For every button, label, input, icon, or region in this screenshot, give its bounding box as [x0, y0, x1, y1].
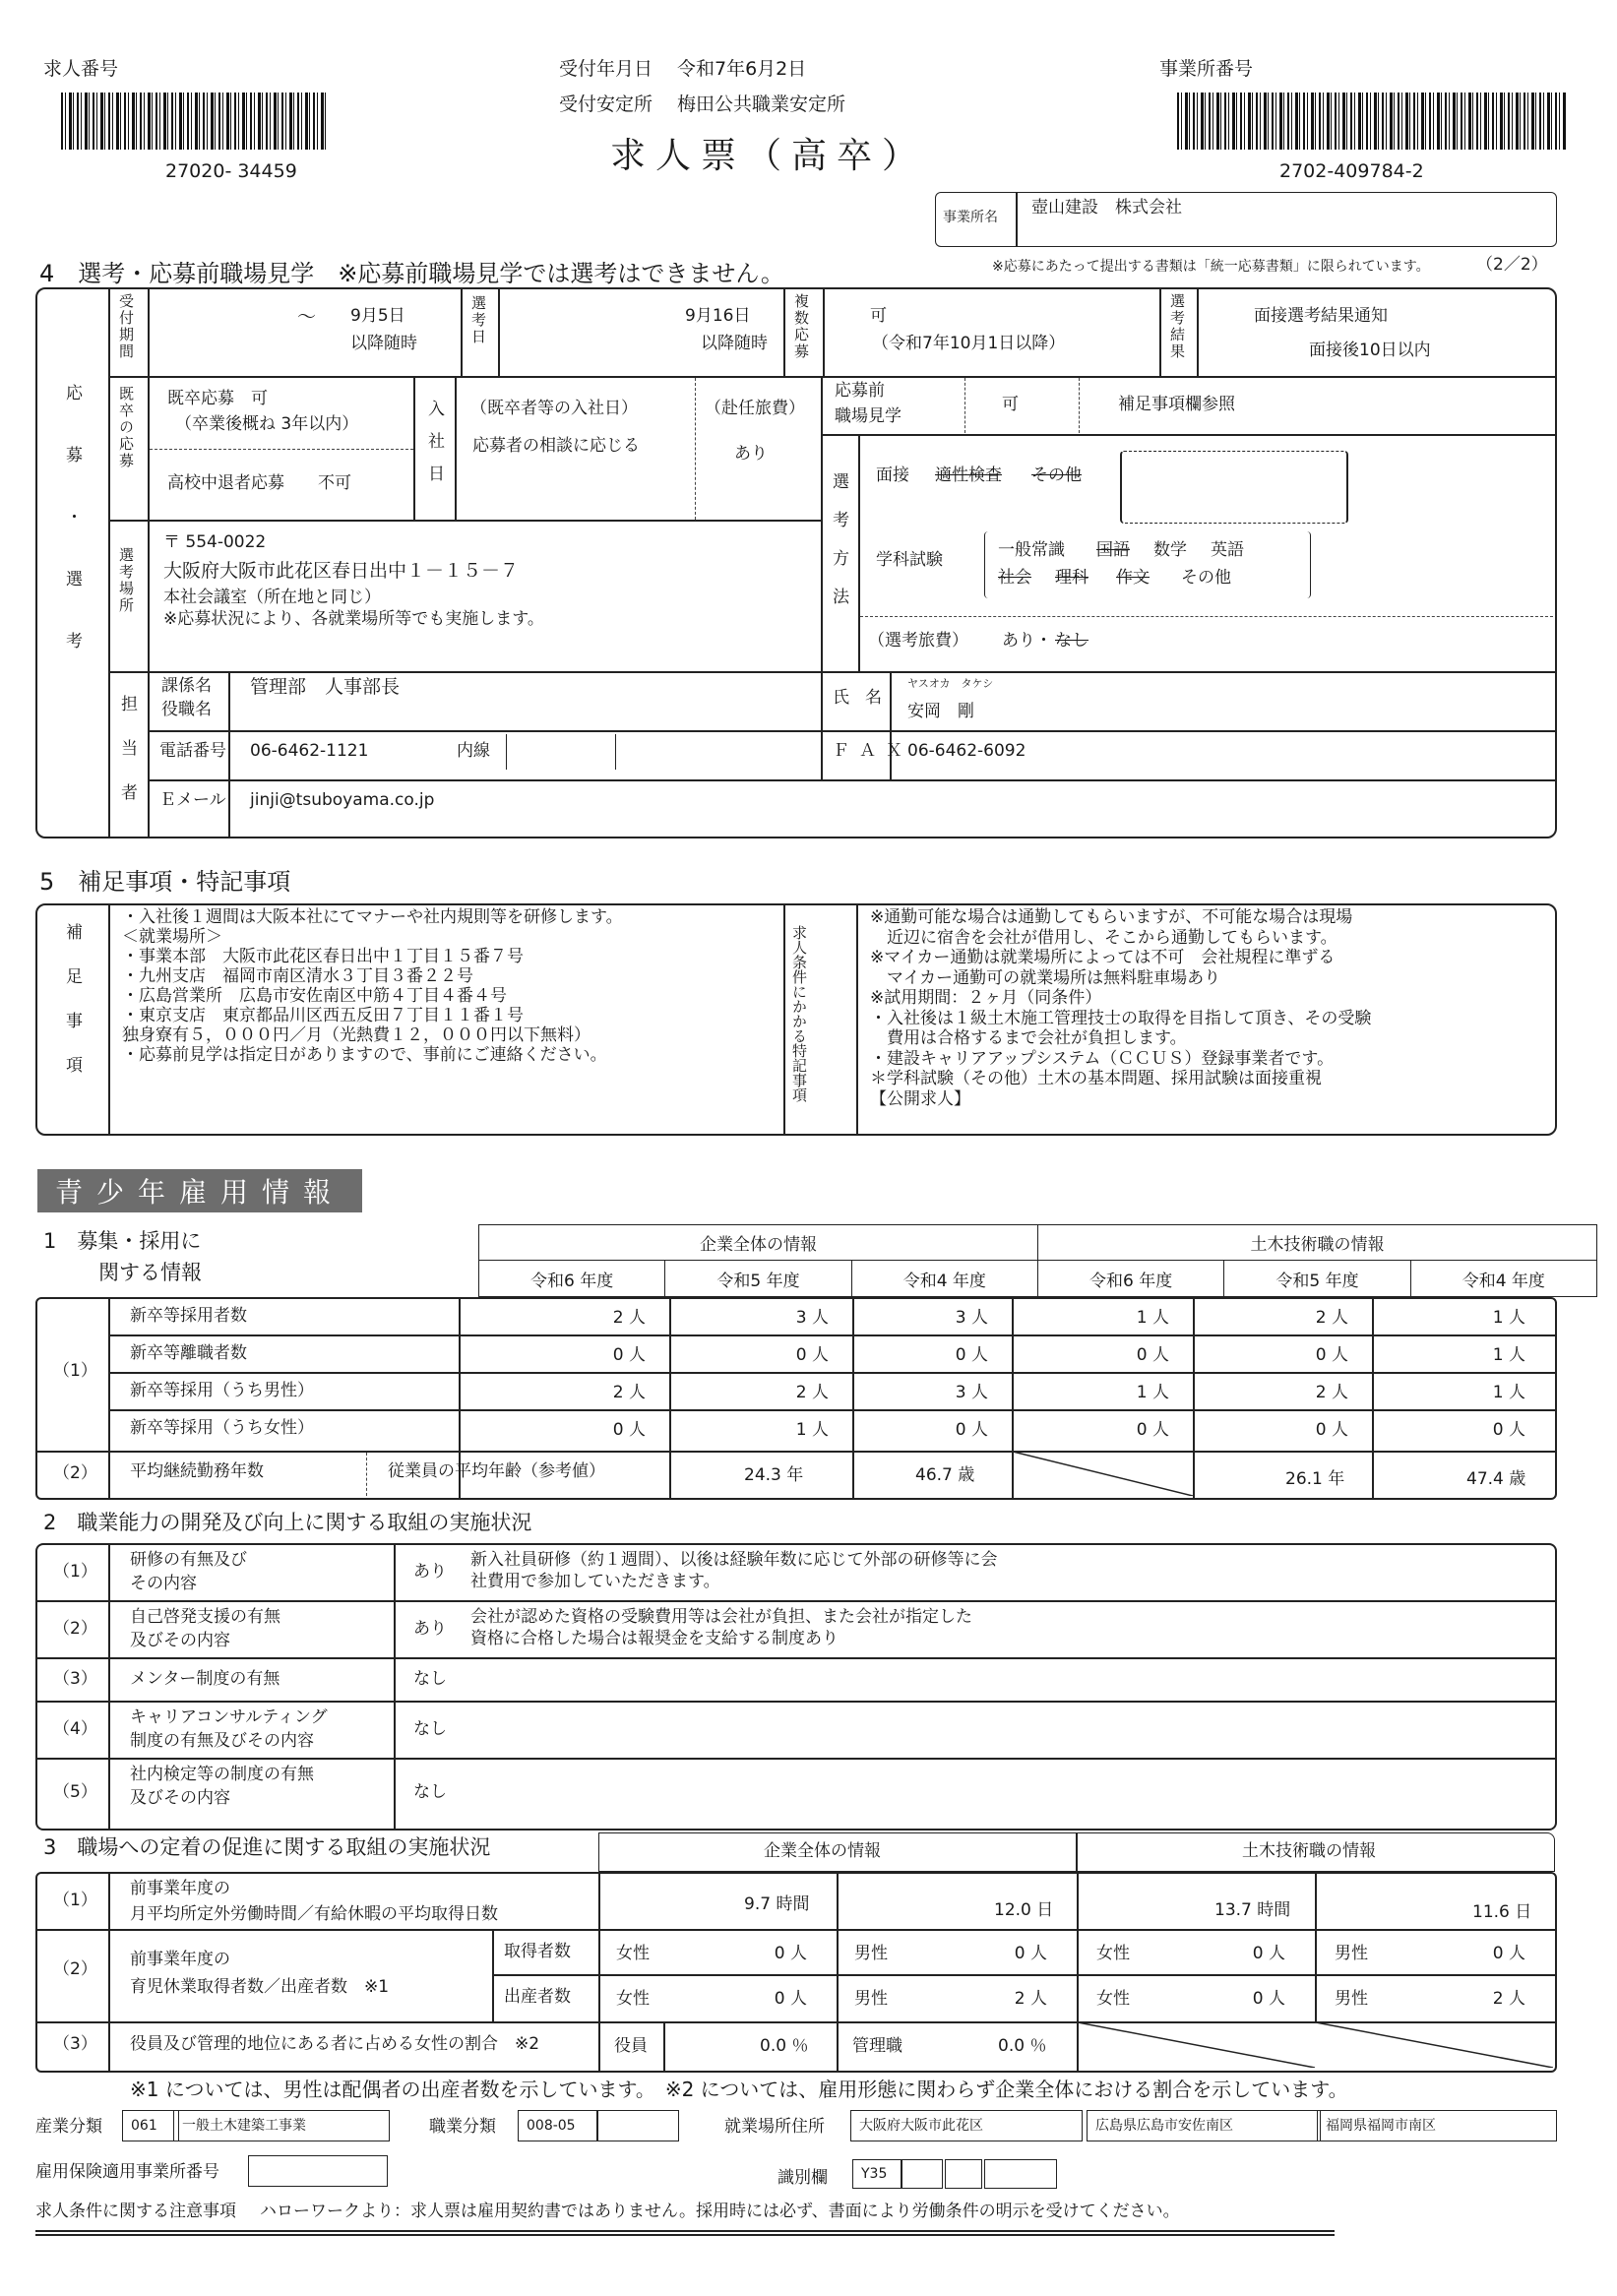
notice-label: 求人条件に関する注意事項 [35, 2202, 236, 2221]
t2-row-detail: 社費用で参加していただきます。 [470, 1572, 720, 1591]
t1-index-2: （2） [53, 1463, 97, 1483]
table3-title: 3 職場への定着の促進に関する取組の実施状況 [43, 1835, 491, 1859]
t3-male-label: 男性 [854, 1989, 888, 2009]
method-interview: 面接 [876, 465, 909, 485]
received-office-label: 受付安定所 [559, 93, 653, 115]
email-value: jinji@tsuboyama.co.jp [250, 790, 435, 810]
tenure-whole: 24.3 年 [744, 1465, 804, 1485]
accept-period-label: 受付期間 [117, 293, 135, 360]
t2-row-detail: 新入社員研修（約１週間）、以後は経験年数に応じて外部の研修等に会 [470, 1550, 998, 1570]
multiple-apply-value: 可 [870, 306, 887, 326]
t3-count-cell: 0 人 [1252, 1989, 1285, 2009]
method-other: その他 [1031, 465, 1082, 485]
t3-count-cell: 0 人 [1014, 1944, 1047, 1963]
t1-value-cell: 0 人 [955, 1420, 988, 1440]
special-notes-label: 求人条件にかかる特記事項 [790, 925, 808, 1102]
footnote: ※1 については、男性は配偶者の出産者数を示しています。 ※2 については、雇用形態に関わらず企業全体における割合を示しています。 [130, 2078, 1348, 2101]
age-whole: 46.7 歳 [915, 1465, 975, 1485]
t1-value-cell: 3 人 [955, 1383, 988, 1402]
job-number: 27020- 34459 [165, 160, 297, 182]
t3-female-label: 女性 [1096, 1989, 1130, 2009]
t2-index: （4） [53, 1719, 97, 1739]
written-subject-3: 数学 [1153, 540, 1187, 560]
t2-row-value: なし [413, 1669, 447, 1689]
t3-count-cell: 0 人 [774, 1989, 807, 2009]
multiple-apply-note: （令和7年10月1日以降） [872, 334, 1066, 353]
received-date: 令和7年6月2日 [677, 58, 807, 80]
job-number-label: 求人番号 [43, 58, 119, 80]
t1-row-label: 新卒等離職者数 [130, 1343, 247, 1363]
workplace-3: 福岡県福岡市南区 [1317, 2110, 1557, 2141]
dept-label-1: 課係名 [161, 676, 212, 696]
tenure-civil: 26.1 年 [1285, 1469, 1345, 1489]
t1-whole-header: 企業全体の情報 [479, 1225, 1038, 1261]
t1-civil-header: 土木技術職の情報 [1038, 1225, 1597, 1261]
t1-row-label: 新卒等採用者数 [130, 1306, 247, 1326]
section4-title: 4 選考・応募前職場見学 ※応募前職場見学では選考はできません。 [39, 260, 784, 287]
selection-travel-yes: あり・ [1002, 631, 1052, 651]
section4-side-label: 応募・選考 [62, 384, 82, 694]
exam-place-room: 本社会議室（所在地と同じ） [163, 588, 381, 607]
industry-label: 産業分類 [35, 2117, 102, 2137]
age-civil: 47.4 歳 [1466, 1469, 1526, 1489]
t3-officer-value: 0.0 ％ [760, 2036, 809, 2056]
t1-value-cell: 1 人 [795, 1420, 829, 1440]
received-date-label: 受付年月日 [559, 58, 653, 80]
table1-title-2: 関する情報 [98, 1261, 202, 1284]
t1-value-cell: 1 人 [1492, 1383, 1525, 1402]
result-line1: 面接選考結果通知 [1254, 306, 1388, 326]
t1-value-cell: 1 人 [1136, 1308, 1169, 1328]
t3-row2-label-2: 育児休業取得者数／出産者数 ※1 [130, 1977, 390, 1997]
t3-index-1: （1） [53, 1891, 97, 1910]
t2-row-detail: 資格に合格した場合は報奨金を支給する制度あり [470, 1629, 839, 1648]
t1-value-cell: 0 人 [1315, 1345, 1348, 1365]
supplement-label: 補足事項 [62, 923, 82, 1100]
t1-year-header: 令和6 年度 [479, 1261, 665, 1297]
method-aptitude: 適性検査 [935, 465, 1002, 485]
special-notes-text: ※通勤可能な場合は通勤してもらいますが、不可能な場合は現場 近辺に宿舎を会社が借用し、そこから通勤してもらいます。 ※マイカー通勤は就業場所によっては不可 会社規程に準ずる マイカー通勤可の就業場所は無料駐車場あり ※試用期間：２ヶ月（同条件） ・入社後は１級土木施工管理技士の取得を目指して頂き、その受験 費用は合格するまで会社が負担します。 ・建設キャリアアップシステム（ＣＣＵＳ）登録事業者です。 ＊学科試験（その他）土木の基本問題、採用試験は面接重視 【公開求人】 [870, 907, 1372, 1109]
join-date-line2: 応募者の相談に応じる [472, 436, 640, 456]
t2-row-value: あり [413, 1562, 447, 1582]
method-written: 学科試験 [876, 550, 943, 570]
t1-value-cell: 2 人 [795, 1383, 829, 1402]
t2-row-label: 研修の有無及び [130, 1550, 247, 1570]
id-value: Y35 [852, 2159, 902, 2189]
workplace-1: 大阪府大阪市此花区 [850, 2110, 1083, 2141]
t1-value-cell: 0 人 [1136, 1420, 1169, 1440]
join-date-label: 入社日 [424, 400, 444, 497]
t1-year-header: 令和4 年度 [1410, 1261, 1596, 1297]
t3-count-cell: 2 人 [1014, 1989, 1047, 2009]
office-number-label: 事業所番号 [1159, 58, 1254, 80]
section4-note: ※応募にあたって提出する書類は「統一応募書類」に限られています。 [992, 259, 1430, 275]
pre-visit-note: 補足事項欄参照 [1118, 395, 1235, 414]
industry-name: 一般土木建築工事業 [173, 2110, 390, 2141]
t1-value-cell: 0 人 [1136, 1345, 1169, 1365]
pre-visit-label-1: 応募前 [835, 381, 885, 401]
job-category-label: 職業分類 [429, 2117, 496, 2137]
t1-value-cell: 2 人 [612, 1308, 646, 1328]
t1-year-header: 令和6 年度 [1038, 1261, 1224, 1297]
t3-whole-header: 企業全体の情報 [764, 1841, 881, 1861]
workplace-label: 就業場所住所 [724, 2117, 825, 2137]
t2-index: （3） [53, 1669, 97, 1689]
dept-label-2: 役職名 [161, 700, 212, 719]
t3-row1-label-1: 前事業年度の [130, 1879, 230, 1898]
t3-row1-label-2: 月平均所定外労働時間／有給休暇の平均取得日数 [130, 1904, 498, 1924]
t3-row3-label: 役員及び管理的地位にある者に占める女性の割合 ※2 [130, 2034, 540, 2054]
multiple-apply-label: 複数応募 [792, 293, 810, 360]
exam-place-address: 大阪府大阪市此花区春日出中１－１５－７ [163, 560, 520, 582]
t3-count-cell: 0 人 [1252, 1944, 1285, 1963]
t2-row-label: 社内検定等の制度の有無 [130, 1765, 314, 1784]
join-date-line1: （既卒者等の入社日） [470, 399, 638, 418]
t2-index: （1） [53, 1562, 97, 1582]
t3-diagonal-cell [1078, 2022, 1553, 2068]
t2-row-label: 及びその内容 [130, 1788, 230, 1808]
insurance-box [248, 2155, 388, 2187]
t1-diagonal-cell [1013, 1452, 1193, 1496]
result-label: 選考結果 [1168, 293, 1186, 360]
page-indicator: （2／2） [1476, 255, 1548, 275]
relocation-label: （赴任旅費） [705, 399, 805, 418]
contact-label: 担当者 [117, 695, 137, 828]
workplace-2: 広島県広島市安佐南区 [1087, 2110, 1321, 2141]
method-label: 選考方法 [829, 472, 848, 626]
job-number-barcode [61, 93, 327, 150]
t3-female-label: 女性 [1096, 1944, 1130, 1963]
name-kana: ヤスオカ タケシ [907, 677, 994, 690]
written-subject-8: その他 [1181, 568, 1231, 588]
t1-value-cell: 1 人 [1492, 1308, 1525, 1328]
t3-officer-label: 役員 [614, 2036, 648, 2056]
accept-date: 9月5日 [350, 306, 405, 326]
t3-count-cell: 0 人 [774, 1944, 807, 1963]
t2-row-label: 及びその内容 [130, 1631, 230, 1650]
t2-row-label: キャリアコンサルティング [130, 1707, 328, 1727]
average-age-label: 従業員の平均年齢（参考値） [388, 1461, 605, 1481]
t1-value-cell: 2 人 [1315, 1383, 1348, 1402]
t1-value-cell: 0 人 [612, 1345, 646, 1365]
t2-row-detail: 会社が認めた資格の受験費用等は会社が負担、また会社が指定した [470, 1607, 972, 1627]
office-number: 2702-409784-2 [1279, 160, 1424, 182]
t1-value-cell: 2 人 [1315, 1308, 1348, 1328]
t1-value-cell: 0 人 [612, 1420, 646, 1440]
written-subject-6: 理科 [1055, 568, 1088, 588]
t3-acquired-label: 取得者数 [504, 1942, 571, 1961]
t1-value-cell: 1 人 [1492, 1345, 1525, 1365]
notice-text: ハローワークより：求人票は雇用契約書ではありません。採用時には必ず、書面により労働条件の明示を受けてください。 [260, 2202, 1180, 2221]
table2-title: 2 職業能力の開発及び向上に関する取組の実施状況 [43, 1511, 532, 1534]
t1-value-cell: 3 人 [795, 1308, 829, 1328]
t3-row2-label-1: 前事業年度の [130, 1950, 230, 1969]
t3-births-label: 出産者数 [504, 1987, 571, 2007]
t2-row-value: なし [413, 1719, 447, 1739]
t2-row-value: あり [413, 1619, 447, 1639]
email-label: Ｅメール [159, 790, 226, 810]
pre-visit-label-2: 職場見学 [835, 406, 902, 426]
t3-female-label: 女性 [616, 1944, 650, 1963]
exam-place-note: ※応募状況により、各就業場所等でも実施します。 [163, 609, 544, 629]
industry-code: 061 [122, 2110, 179, 2141]
recruitment-table [35, 1224, 1597, 1297]
graduate-apply-line2: （卒業後概ね 3年以内） [175, 414, 359, 434]
t3-civil-header: 土木技術職の情報 [1242, 1841, 1376, 1861]
t2-row-label: メンター制度の有無 [130, 1669, 280, 1689]
youth-banner: 青少年雇用情報 [37, 1169, 362, 1212]
t1-row-label: 新卒等採用（うち女性） [130, 1418, 314, 1438]
dropout-apply: 高校中退者応募 不可 [167, 473, 351, 493]
t3-male-label: 男性 [854, 1944, 888, 1963]
t3-male-label: 男性 [1335, 1944, 1368, 1963]
result-line2: 面接後10日以内 [1309, 341, 1431, 360]
t2-row-label: 制度の有無及びその内容 [130, 1731, 314, 1751]
t3-female-label: 女性 [616, 1989, 650, 2009]
company-name: 壺山建設 株式会社 [1031, 198, 1182, 217]
pre-visit-value: 可 [1002, 395, 1019, 414]
graduate-apply-line1: 既卒応募 可 [167, 389, 268, 408]
accept-tilde: ～ [297, 306, 317, 328]
name-value: 安岡 剛 [907, 702, 974, 721]
t3-index-3: （3） [53, 2034, 97, 2054]
t2-row-value: なし [413, 1782, 447, 1802]
t3-count-cell: 2 人 [1492, 1989, 1525, 2009]
t3-index-2: （2） [53, 1959, 97, 1979]
dept-value: 管理部 人事部長 [250, 676, 401, 698]
t1-value-cell: 0 人 [1492, 1420, 1525, 1440]
t3-manager-value: 0.0 ％ [998, 2036, 1047, 2056]
t1-year-header: 令和5 年度 [1224, 1261, 1410, 1297]
t1-index-1: （1） [53, 1361, 97, 1381]
written-subject-2: 国語 [1096, 540, 1130, 560]
relocation-value: あり [734, 444, 768, 464]
t1-value-cell: 2 人 [612, 1383, 646, 1402]
t3-overtime-civil: 13.7 時間 [1214, 1900, 1291, 1920]
table1-title-1: 1 募集・採用に [43, 1229, 202, 1253]
fax-value: 06-6462-6092 [907, 741, 1026, 761]
graduate-apply-label: 既卒の応募 [117, 386, 135, 469]
selection-travel-no: なし [1055, 631, 1088, 651]
t1-value-cell: 0 人 [795, 1345, 829, 1365]
t2-index: （2） [53, 1619, 97, 1639]
insurance-label: 雇用保険適用事業所番号 [35, 2162, 219, 2182]
exam-date: 9月16日 [685, 306, 751, 326]
exam-after: 以降随時 [701, 334, 768, 353]
extension-label: 内線 [457, 741, 490, 761]
t3-leave-whole: 12.0 日 [994, 1900, 1054, 1920]
exam-date-label: 選考日 [469, 295, 487, 345]
written-subject-5: 社会 [998, 568, 1031, 588]
t3-leave-civil: 11.6 日 [1472, 1902, 1532, 1922]
t1-value-cell: 0 人 [1315, 1420, 1348, 1440]
tel-value: 06-6462-1121 [250, 741, 369, 761]
accept-after: 以降随時 [350, 334, 417, 353]
t2-row-label: その内容 [130, 1574, 197, 1593]
page-title: 求人票（高卒） [610, 136, 928, 176]
received-office: 梅田公共職業安定所 [677, 93, 846, 115]
written-subject-7: 作文 [1116, 568, 1150, 588]
t1-value-cell: 3 人 [955, 1308, 988, 1328]
tel-label: 電話番号 [159, 741, 226, 761]
tenure-label: 平均継続勤務年数 [130, 1461, 264, 1481]
t1-value-cell: 1 人 [1136, 1383, 1169, 1402]
t2-index: （5） [53, 1782, 97, 1802]
t3-overtime-whole: 9.7 時間 [744, 1894, 810, 1914]
selection-travel-label: （選考旅費） [868, 631, 968, 651]
t1-year-header: 令和5 年度 [665, 1261, 851, 1297]
t1-year-header: 令和4 年度 [851, 1261, 1037, 1297]
written-subject-4: 英語 [1211, 540, 1244, 560]
t3-male-label: 男性 [1335, 1989, 1368, 2009]
fax-label: ＦＡＸ [833, 741, 912, 761]
exam-place-zip: 〒 554-0022 [163, 532, 267, 552]
supplement-text: ・入社後１週間は大阪本社にてマナーや社内規則等を研修します。 ＜就業場所＞ ・事業本部 大阪市此花区春日出中１丁目１５番７号 ・九州支店 福岡市南区清水３丁目３番２２号 ・広島営業所 広島市安佐南区中筋４丁目４番４号 ・東京支店 東京都品川区西五反田７丁目１１番１号 独身寮有５，０００円／月（光熱費１２，０００円以下無料） ・応募前見学は指定日がありますので、事前にご連絡ください。 [122, 907, 623, 1065]
t3-count-cell: 0 人 [1492, 1944, 1525, 1963]
office-number-barcode [1177, 93, 1566, 150]
section5-title: 5 補足事項・特記事項 [39, 868, 291, 896]
name-label: 氏名 [833, 688, 898, 708]
id-label: 識別欄 [777, 2168, 828, 2188]
t3-manager-label: 管理職 [852, 2036, 902, 2056]
t2-row-label: 自己啓発支援の有無 [130, 1607, 280, 1627]
t1-row-label: 新卒等採用（うち男性） [130, 1381, 314, 1400]
company-label: 事業所名 [943, 210, 998, 225]
written-subject-1: 一般常識 [998, 540, 1065, 560]
job-category-code: 008-05 [518, 2110, 598, 2141]
company-box [935, 192, 1557, 247]
exam-place-label: 選考場所 [117, 547, 135, 614]
t1-value-cell: 0 人 [955, 1345, 988, 1365]
